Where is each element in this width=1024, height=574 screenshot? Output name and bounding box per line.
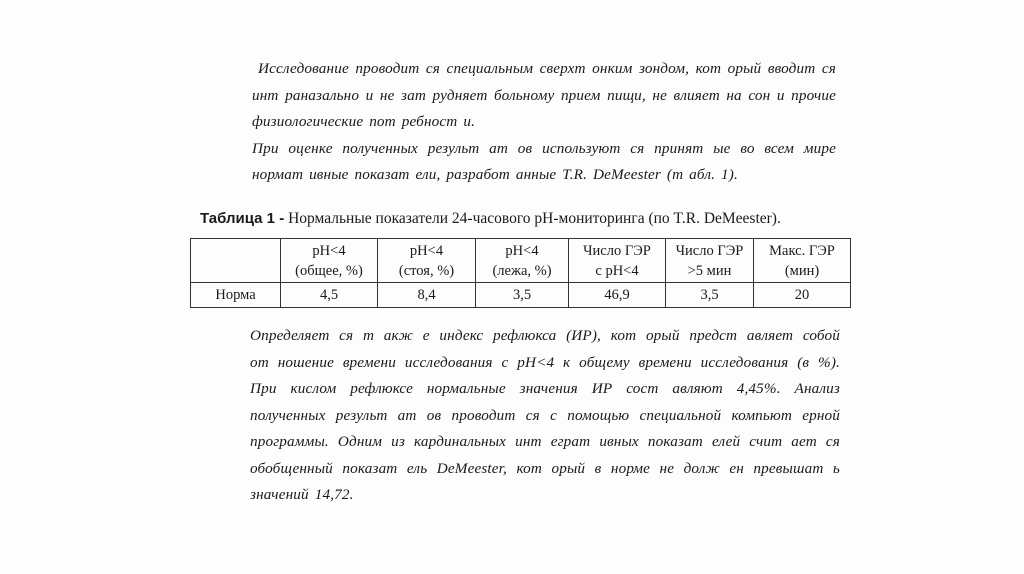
intro-paragraph	[252, 56, 836, 189]
text-line: инт раназально и не зат рудняет больному прием пищи, не влияет на сон и прочие	[252, 86, 836, 104]
header-line: Макс. ГЭР	[769, 242, 835, 259]
value-cell: 8,4	[378, 283, 476, 308]
table-row-norm	[191, 283, 851, 308]
text-line: полученных результ ат ов проводит ся с помощью специальной компьют ерной	[250, 406, 840, 424]
table-caption	[200, 210, 781, 228]
header-line: (лежа, %)	[492, 262, 552, 279]
text-line: При кислом рефлюксе нормальные значения ИР сост авляют 4,45%. Анализ	[250, 380, 840, 397]
header-line: >5 мин	[687, 262, 732, 279]
header-line: (общее, %)	[295, 262, 363, 279]
header-cell	[281, 239, 378, 283]
text-line: обобщенный показат ель DeMeester, кот орый в норме не долж ен превышат ь	[250, 459, 840, 477]
header-cell	[666, 239, 754, 283]
empty-header-cell	[191, 239, 281, 283]
value-cell: 4,5	[281, 283, 378, 308]
table-header-row	[191, 239, 851, 283]
row-label-cell: Норма	[191, 283, 281, 308]
header-line: pH<4	[505, 242, 539, 259]
header-line: Число ГЭР	[583, 242, 651, 259]
header-line: (стоя, %)	[398, 262, 455, 279]
header-cell	[476, 239, 569, 283]
header-line: Число ГЭР	[675, 242, 744, 259]
header-line: (мин)	[784, 262, 820, 279]
table-caption-text: Нормальные показатели 24-часового pH-мониторинга (по T.R. DeMeester).	[284, 210, 781, 227]
text-line: значений 14,72.	[250, 486, 354, 503]
value-cell: 46,9	[569, 283, 666, 308]
text-line: от ношение времени исследования с pH<4 к общему времени исследования (в %).	[250, 353, 840, 371]
header-cell	[378, 239, 476, 283]
text-line: Исследование проводит ся специальным сверхт онким зондом, кот орый вводит ся	[258, 60, 836, 77]
reflux-index-paragraph	[250, 323, 840, 509]
text-line: программы. Одним из кардинальных инт еграт ивных показат елей счит ает ся	[250, 433, 840, 450]
text-line: Определяет ся т акж е индекс рефлюкса (ИР), кот орый предст авляет собой	[250, 327, 840, 344]
header-line: с pH<4	[595, 262, 639, 279]
value-cell: 3,5	[476, 283, 569, 308]
header-line: pH<4	[312, 242, 346, 259]
text-line: физиологические пот ребност и.	[252, 113, 476, 130]
header-cell	[754, 239, 851, 283]
text-line: При оценке полученных результ ат ов используют ся принят ые во всем мире	[252, 139, 836, 157]
table-caption-label: Таблица 1 -	[200, 210, 285, 227]
header-cell	[569, 239, 666, 283]
value-cell: 3,5	[666, 283, 754, 308]
header-line: pH<4	[409, 242, 444, 259]
text-line: нормат ивные показат ели, разработ анные T.R. DeMeester (т абл. 1).	[252, 166, 738, 183]
ph-monitoring-table	[190, 238, 851, 308]
value-cell: 20	[754, 283, 851, 308]
